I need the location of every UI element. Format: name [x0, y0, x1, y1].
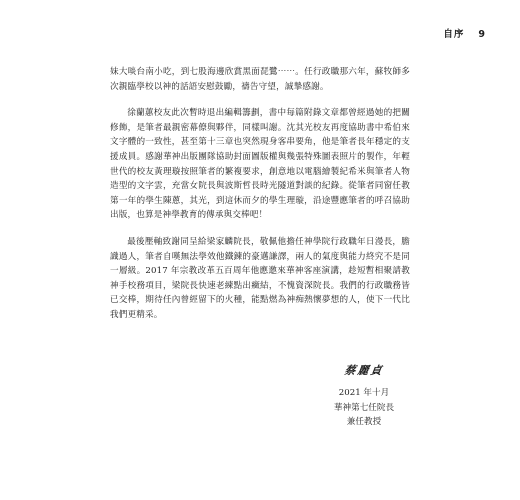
paragraph-acknowledgement-president: 最後壓軸致謝同呈給梁家麟院長，敬佩他擔任神學院行政職年日漫長，膽識過人，筆者自嘆無法學效他鐵鍊的豪邁謙譯，兩人的氣度與能力終究不是同一層級。2017 年宗教改革五百周年他應邀來華神客座演講，趁短暫相聚請教神手校務項目，梁院長快速老練點出癥結，不愧資深院長。我們的行政職務皆已交棒，期待任內曾經留下的火種，能點燃為神痴熱懷夢想的人，使下一代比我們更精采。	[110, 236, 410, 320]
chapter-title: 自序	[443, 29, 465, 40]
signature-position: 華神第七任院長	[333, 402, 395, 413]
preface-body	[110, 65, 410, 335]
handwritten-signature: 蔡麗貞	[343, 364, 385, 377]
signature-block	[318, 362, 410, 430]
signature-date: 2021 年十月	[338, 388, 390, 398]
signature-role: 兼任教授	[346, 417, 382, 428]
paragraph-acknowledgement-editors: 徐蘭蕙校友此次暫時退出編輯籌劃，書中每篇附錄文章都曾經過她的把關修飾，是筆者最親密幕僚與夥伴，同樣叫謝。沈其光校友再度協助書中希伯來文字體的一致性，甚至第十三章也突然現身客串要角，他是筆者長年穩定的支援成員。感謝華神出版團隊協助封面圖版權與幾張特殊圖表照片的製作，年輕世代的校友黃理璇按照筆者的繁複要求，創意地以電腦繪製紀希米與筆者人物造型的文字雲，充當女院長與波斯哲長時光隧道對談的紀錄。從筆者同窗任教第一年的學生陳蔥，其光，到這休而夕的學生理璇，沿途豐應筆者的呼召協助出版，也算是神學教育的傳承與交棒吧！	[110, 108, 410, 221]
paragraph-continued: 妹大啖台南小吃，到七股海邊欣賞黑面琵鷺⋯⋯。任行政職那六年，蘇牧師多次親臨學校以神的話語安慰鼓勵，禱告守望，誠摯感謝。	[110, 67, 410, 92]
page-number: 9	[478, 29, 486, 40]
page-header	[443, 26, 486, 40]
